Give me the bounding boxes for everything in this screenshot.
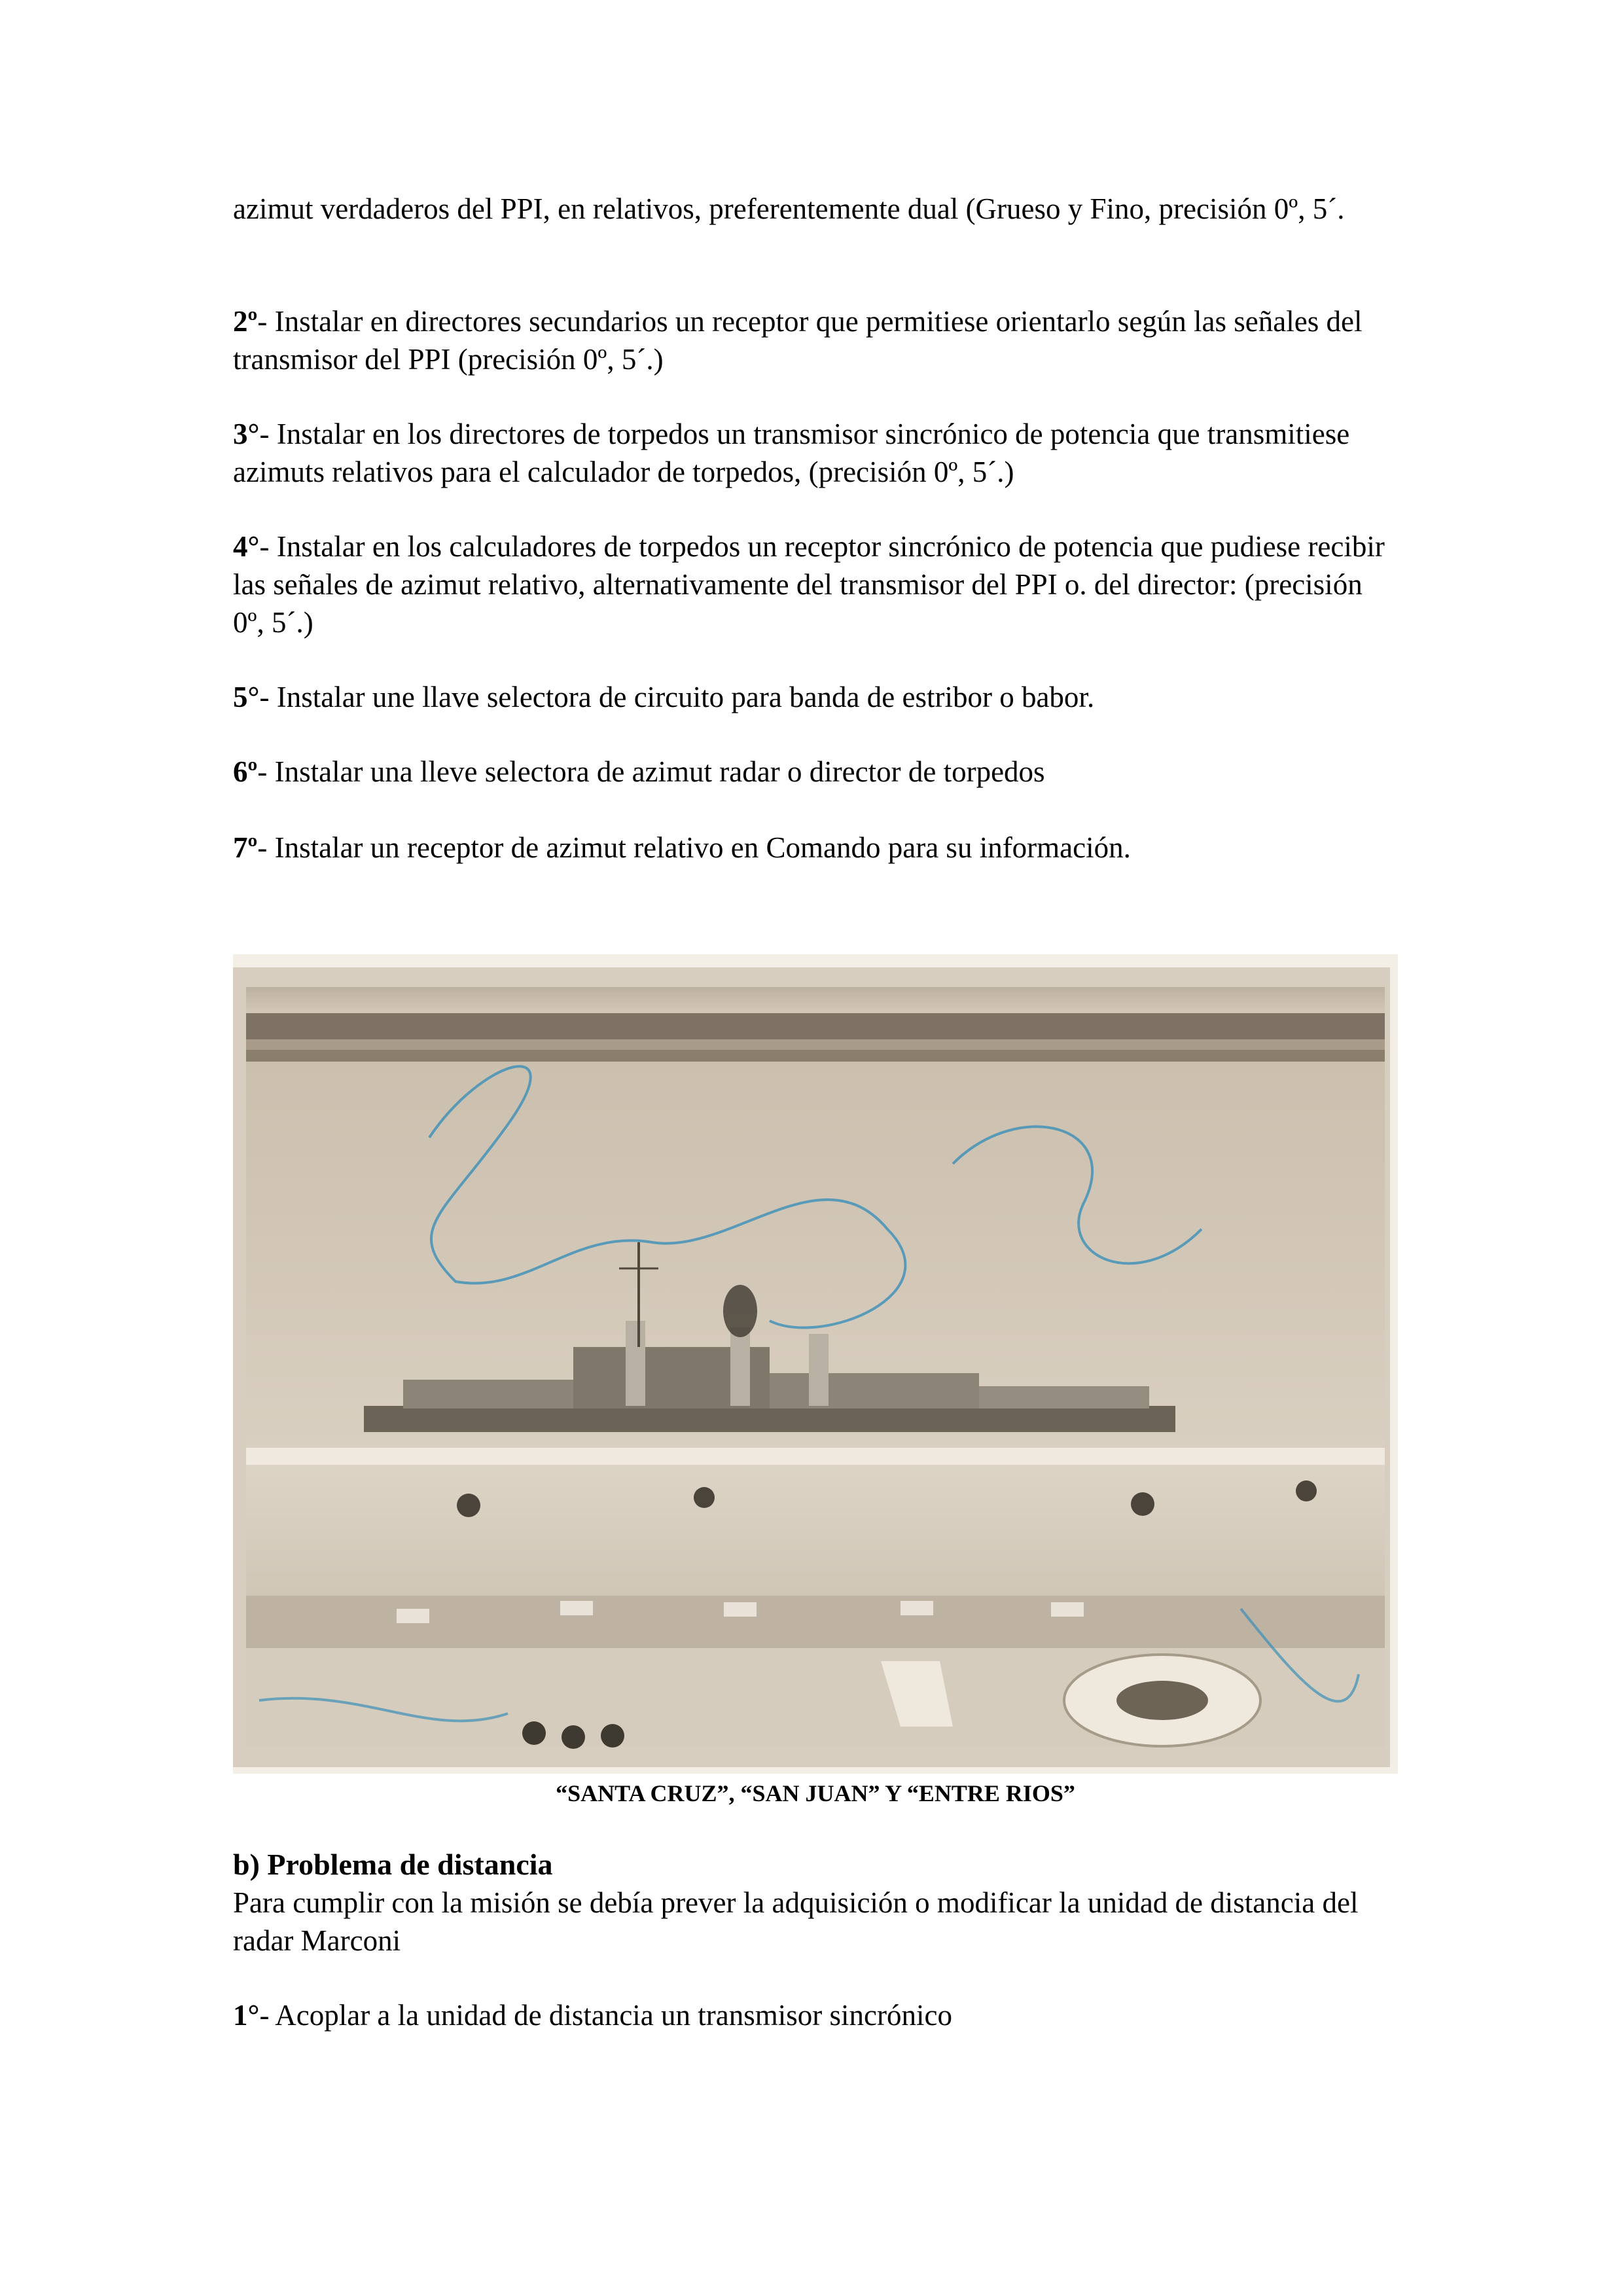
tree	[694, 1487, 715, 1508]
ship-hulls	[364, 1406, 1175, 1432]
tree	[522, 1721, 546, 1745]
car	[397, 1609, 429, 1623]
item-number: 1°	[233, 1999, 260, 2032]
paragraph-text: - Instalar un receptor de azimut relativo en Comando para su información.	[257, 831, 1131, 864]
ship-superstructure	[403, 1380, 573, 1408]
quay-wall	[246, 1448, 1385, 1465]
car	[901, 1601, 933, 1615]
list-item	[233, 302, 1398, 378]
photo-caption: “SANTA CRUZ”, “SAN JUAN” Y “ENTRE RIOS”	[556, 1780, 1075, 1806]
list-item	[233, 415, 1398, 491]
paragraph-text: - Instalar en los directores de torpedos un transmisor sincrónico de potencia que transmitiese azimuts relativos para el calculador de torpedos, (precisión 0º, 5´.)	[233, 418, 1350, 488]
list-item	[233, 753, 1045, 791]
ship-funnel	[626, 1321, 645, 1406]
paragraph-text: - Instalar una lleve selectora de azimut radar o director de torpedos	[257, 755, 1045, 788]
car	[1051, 1602, 1084, 1617]
car	[560, 1601, 593, 1615]
far-shore-sky	[246, 987, 1385, 1013]
ship-superstructure	[979, 1386, 1149, 1408]
section-heading: b) Problema de distancia	[233, 1848, 553, 1881]
garden-center	[1116, 1681, 1208, 1720]
paragraph-text: azimut verdaderos del PPI, en relativos, preferentemente dual (Grueso y Fino, precisión 0º, 5´.	[233, 192, 1345, 225]
paragraph-text: - Instalar en los calculadores de torpedos un receptor sincrónico de potencia que pudiese recibir las señales de azimut relativo, alternativamente del transmisor del PPI o. del director: (precisión 0º, 5´.)	[233, 530, 1385, 639]
list-item	[233, 678, 1094, 716]
waterfront-plaza	[246, 1465, 1385, 1609]
tree	[457, 1494, 480, 1517]
item-number: 7º	[233, 831, 258, 864]
item-number: 2º	[233, 305, 258, 338]
paragraph-text: - Instalar en directores secundarios un receptor que permitiese orientarlo según las señales del transmisor del PPI (precisión 0º, 5´.)	[233, 305, 1363, 376]
list-item	[233, 1996, 952, 2034]
paragraph-continuation	[233, 190, 1344, 228]
photo-illustration	[233, 954, 1398, 1774]
list-item	[233, 829, 1131, 867]
paragraph-text: - Instalar une llave selectora de circuito para banda de estribor o babor.	[259, 681, 1095, 713]
item-number: 3°	[233, 418, 260, 450]
list-item	[233, 528, 1398, 641]
item-number: 6º	[233, 755, 258, 788]
ship-superstructure	[770, 1373, 979, 1408]
paragraph-text: - Acoplar a la unidad de distancia un transmisor sincrónico	[259, 1999, 952, 2032]
car	[724, 1602, 757, 1617]
item-number: 4°	[233, 530, 260, 563]
ship-funnel	[730, 1327, 750, 1406]
tree	[562, 1725, 585, 1749]
far-shore-strip	[246, 1050, 1385, 1062]
tree	[1131, 1492, 1154, 1516]
section-intro: Para cumplir con la misión se debía prever la adquisición o modificar la unidad de distancia del radar Marconi	[233, 1886, 1359, 1957]
tree	[1296, 1480, 1317, 1501]
harbor-photograph	[233, 954, 1398, 1774]
far-shore-bank	[246, 1039, 1385, 1050]
ship-funnel	[809, 1334, 829, 1406]
funnel-smoke	[723, 1285, 757, 1337]
item-number: 5°	[233, 681, 260, 713]
tree	[601, 1724, 624, 1748]
far-shore-trees	[246, 1013, 1385, 1039]
